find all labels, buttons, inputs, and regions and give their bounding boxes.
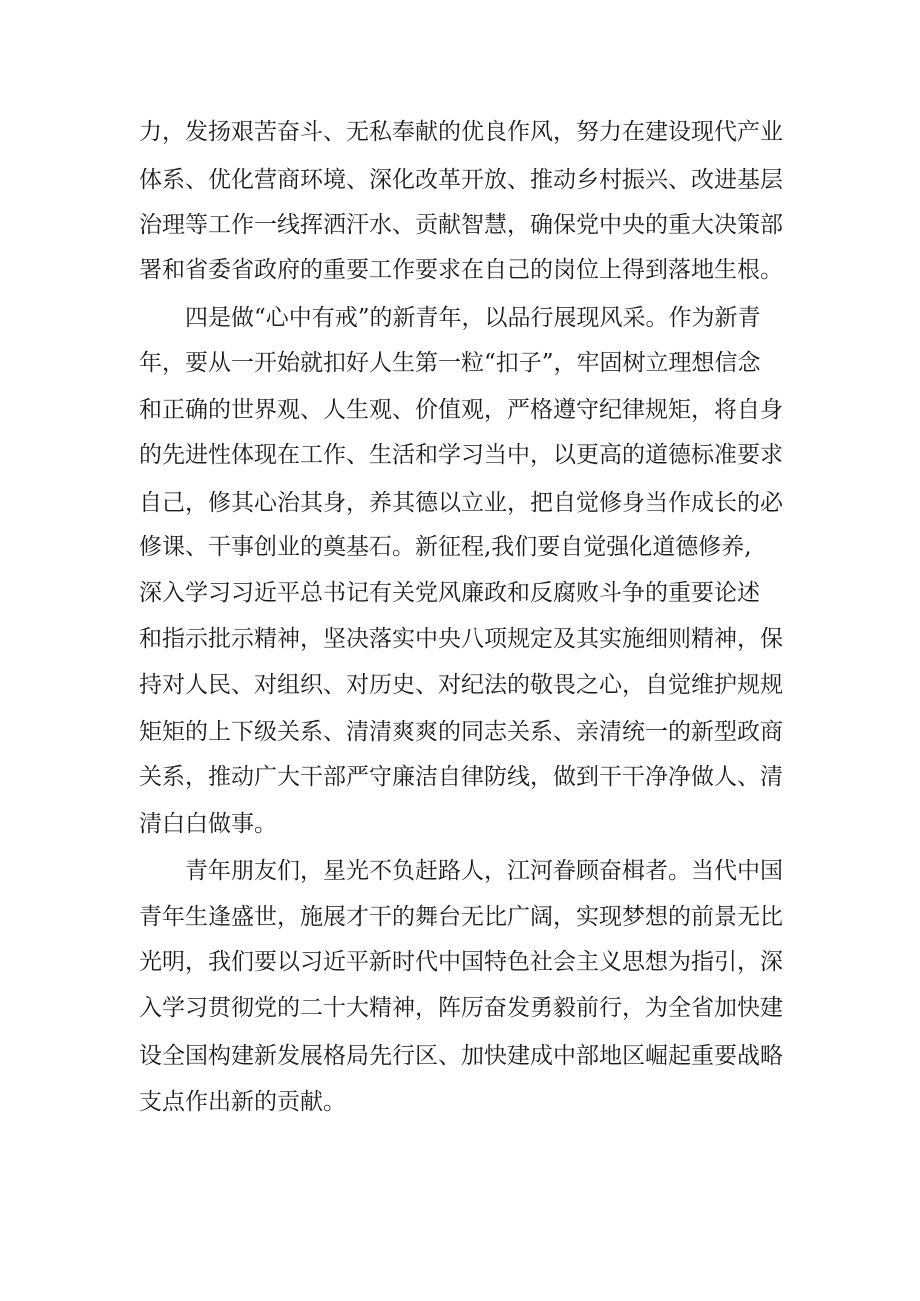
text-line: 和正确的世界观、人生观、价值观，严格遵守纪律规矩，将自身	[139, 397, 783, 423]
text-line: 修课、干事创业的奠基石。新征程,我们要自觉强化道德修养,	[139, 534, 752, 560]
text-line: 清白白做事。	[139, 811, 277, 837]
text-line: 力，发扬艰苦奋斗、无私奉献的优良作风，努力在建设现代产业	[139, 119, 783, 145]
text-line: 署和省委省政府的重要工作要求在自己的岗位上得到落地生根。	[139, 257, 783, 283]
text-line: 设全国构建新发展格局先行区、加快建成中部地区崛起重要战略	[139, 1043, 783, 1069]
text-line: 年，要从一开始就扣好人生第一粒“扣子”，牢固树立理想信念	[139, 350, 761, 376]
text-line: 和指示批示精神，坚决落实中央八项规定及其实施细则精神，保	[139, 626, 783, 652]
text-line: 矩矩的上下级关系、清清爽爽的同志关系、亲清统一的新型政商	[139, 719, 783, 745]
text-line: 支点作出新的贡献。	[139, 1089, 346, 1115]
text-line: 自己，修其心治其身，养其德以立业，把自觉修身当作成长的必	[139, 490, 783, 516]
text-line: 深入学习习近平总书记有关党风廉政和反腐败斗争的重要论述	[139, 580, 760, 606]
text-line: 关系，推动广大干部严守廉洁自律防线，做到干干净净做人、清	[139, 764, 783, 790]
text-line: 青年朋友们，星光不负赶路人，江河眷顾奋楫者。当代中国	[185, 858, 783, 884]
text-line: 青年生逢盛世，施展才干的舞台无比广阔，实现梦想的前景无比	[139, 904, 783, 930]
text-line: 入学习贯彻党的二十大精神，阵厉奋发勇毅前行，为全省加快建	[139, 995, 783, 1021]
text-line: 持对人民、对组织、对历史、对纪法的敬畏之心，自觉维护规规	[139, 672, 783, 698]
text-line: 光明，我们要以习近平新时代中国特色社会主义思想为指引，深	[139, 949, 783, 975]
text-line: 的先进性体现在工作、生活和学习当中，以更高的道德标准要求	[139, 442, 783, 468]
text-line: 体系、优化营商环境、深化改革开放、推动乡村振兴、改进基层	[139, 167, 783, 193]
text-line: 四是做“心中有戒”的新青年，以品行展现风采。作为新青	[185, 305, 761, 331]
text-line: 治理等工作一线挥洒汗水、贡献智慧，确保党中央的重大决策部	[139, 212, 783, 238]
